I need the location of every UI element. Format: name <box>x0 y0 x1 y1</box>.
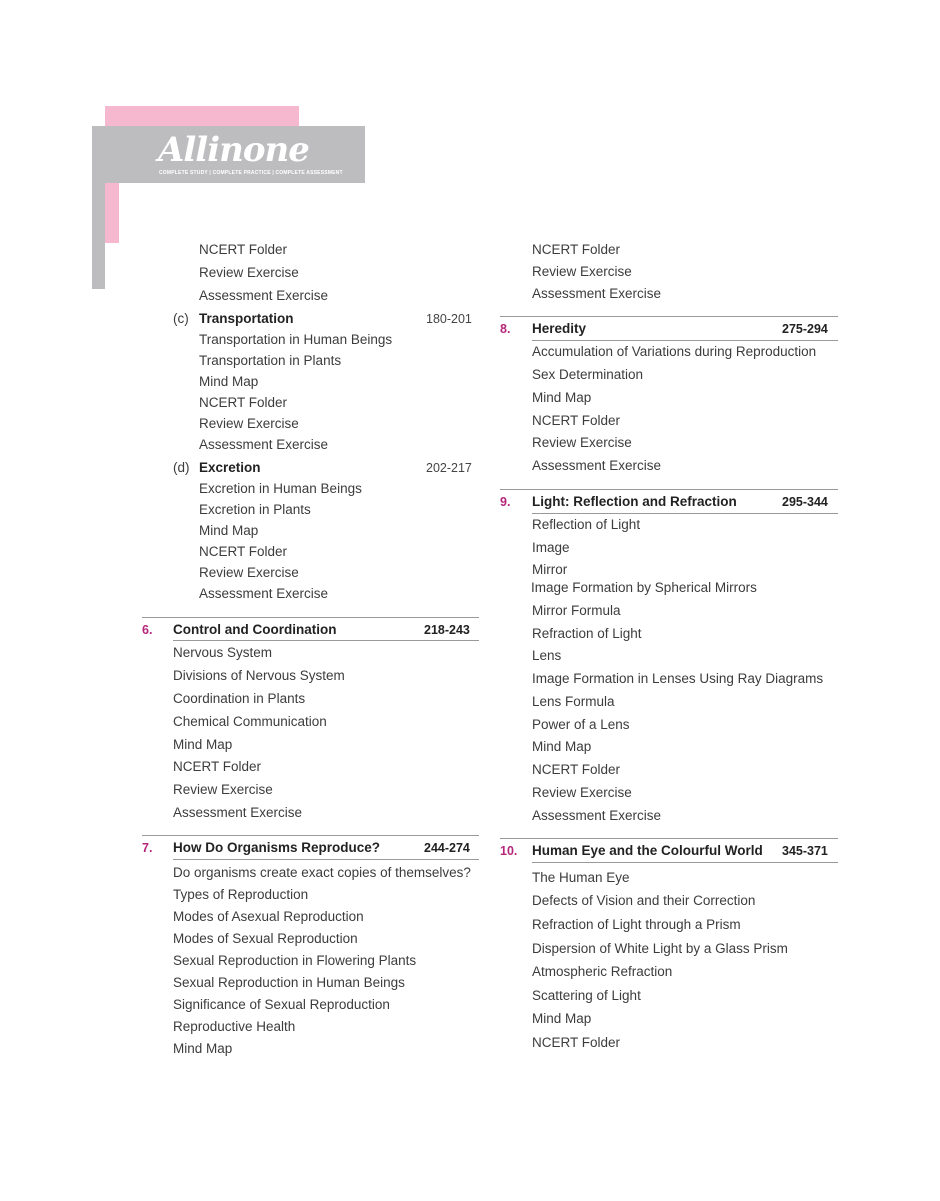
list-item: NCERT Folder <box>532 762 621 777</box>
list-item: Mind Map <box>173 1041 233 1056</box>
chapter-rule-bottom <box>173 859 479 860</box>
section-pages: 180-201 <box>426 312 472 326</box>
list-item: Sex Determination <box>532 367 644 382</box>
list-item: Assessment Exercise <box>199 437 329 452</box>
list-item: Assessment Exercise <box>199 586 329 601</box>
list-item: Chemical Communication <box>173 714 327 729</box>
chapter-pages: 275-294 <box>782 322 828 336</box>
chapter-rule-bottom <box>173 640 479 641</box>
chapter-number: 6. <box>142 623 153 637</box>
list-item: NCERT Folder <box>173 759 262 774</box>
chapter-number: 9. <box>500 495 511 509</box>
list-item: Review Exercise <box>199 416 299 431</box>
list-item: Review Exercise <box>532 264 632 279</box>
chapter-pages: 345-371 <box>782 844 828 858</box>
chapter-rule-top <box>142 617 479 618</box>
list-item: Mind Map <box>532 739 592 754</box>
list-item: Accumulation of Variations during Reproduction <box>532 344 817 359</box>
chapter-pages: 218-243 <box>424 623 470 637</box>
list-item: Refraction of Light <box>532 626 642 641</box>
chapter-rule-top <box>142 835 479 836</box>
list-item: Reproductive Health <box>173 1019 296 1034</box>
list-item: Coordination in Plants <box>173 691 306 706</box>
section-label: (c) <box>173 311 189 326</box>
list-item: Excretion in Plants <box>199 502 311 517</box>
list-item: NCERT Folder <box>532 242 621 257</box>
chapter-title: How Do Organisms Reproduce? <box>173 840 381 855</box>
list-item: Scattering of Light <box>532 988 641 1003</box>
list-item: Assessment Exercise <box>532 808 662 823</box>
brand-pink-bar <box>105 106 299 128</box>
chapter-pages: 295-344 <box>782 495 828 509</box>
list-item: Review Exercise <box>199 565 299 580</box>
chapter-title: Human Eye and the Colourful World <box>532 843 763 858</box>
list-item: Refraction of Light through a Prism <box>532 917 741 932</box>
list-item: Image Formation by Spherical Mirrors <box>531 580 757 595</box>
list-item: Divisions of Nervous System <box>173 668 345 683</box>
brand-tagline: COMPLETE STUDY | COMPLETE PRACTICE | COMPLETE ASSESSMENT <box>159 170 343 176</box>
list-item: Atmospheric Refraction <box>532 964 673 979</box>
list-item: Review Exercise <box>532 435 632 450</box>
list-item: Transportation in Human Beings <box>199 332 393 347</box>
chapter-title: Heredity <box>532 321 587 336</box>
list-item: Image Formation in Lenses Using Ray Diagrams <box>532 671 824 686</box>
list-item: Transportation in Plants <box>199 353 342 368</box>
chapter-title: Control and Coordination <box>173 622 337 637</box>
list-item: Mind Map <box>532 1011 592 1026</box>
section-title: Excretion <box>199 460 261 475</box>
list-item: Defects of Vision and their Correction <box>532 893 756 908</box>
list-item: Image <box>532 540 570 555</box>
list-item: Mirror Formula <box>532 603 621 618</box>
list-item: Sexual Reproduction in Flowering Plants <box>173 953 417 968</box>
list-item: Sexual Reproduction in Human Beings <box>173 975 405 990</box>
list-item: Dispersion of White Light by a Glass Prism <box>532 941 788 956</box>
list-item: Power of a Lens <box>532 717 630 732</box>
list-item: Modes of Asexual Reproduction <box>173 909 364 924</box>
section-label: (d) <box>173 460 190 475</box>
chapter-rule-bottom <box>532 513 838 514</box>
chapter-rule-top <box>500 316 838 317</box>
chapter-rule-bottom <box>532 340 838 341</box>
chapter-number: 8. <box>500 322 511 336</box>
list-item: Modes of Sexual Reproduction <box>173 931 358 946</box>
list-item: Mind Map <box>173 737 233 752</box>
list-item: Review Exercise <box>199 265 299 280</box>
chapter-number: 10. <box>500 844 518 858</box>
list-item: Assessment Exercise <box>173 805 303 820</box>
brand-logo: Allinone <box>158 130 309 170</box>
chapter-pages: 244-274 <box>424 841 470 855</box>
list-item: Lens <box>532 648 562 663</box>
list-item: Review Exercise <box>173 782 273 797</box>
brand-grey-side <box>92 183 105 289</box>
list-item: Assessment Exercise <box>199 288 329 303</box>
list-item: NCERT Folder <box>199 242 288 257</box>
list-item: Mind Map <box>532 390 592 405</box>
list-item: NCERT Folder <box>532 413 621 428</box>
list-item: Significance of Sexual Reproduction <box>173 997 390 1012</box>
list-item: NCERT Folder <box>199 395 288 410</box>
list-item: Types of Reproduction <box>173 887 309 902</box>
list-item: Mind Map <box>199 374 259 389</box>
list-item: Do organisms create exact copies of themselves? <box>173 865 471 880</box>
list-item: Excretion in Human Beings <box>199 481 362 496</box>
chapter-rule-top <box>500 489 838 490</box>
list-item: Lens Formula <box>532 694 615 709</box>
list-item: NCERT Folder <box>532 1035 621 1050</box>
chapter-title: Light: Reflection and Refraction <box>532 494 737 509</box>
chapter-rule-top <box>500 838 838 839</box>
list-item: Assessment Exercise <box>532 458 662 473</box>
list-item: Nervous System <box>173 645 273 660</box>
brand-pink-side <box>105 183 119 243</box>
list-item: Mind Map <box>199 523 259 538</box>
list-item: Mirror <box>532 562 568 577</box>
chapter-rule-bottom <box>532 862 838 863</box>
list-item: Review Exercise <box>532 785 632 800</box>
section-title: Transportation <box>199 311 294 326</box>
list-item: The Human Eye <box>532 870 630 885</box>
section-pages: 202-217 <box>426 461 472 475</box>
chapter-number: 7. <box>142 841 153 855</box>
list-item: Assessment Exercise <box>532 286 662 301</box>
list-item: NCERT Folder <box>199 544 288 559</box>
list-item: Reflection of Light <box>532 517 641 532</box>
